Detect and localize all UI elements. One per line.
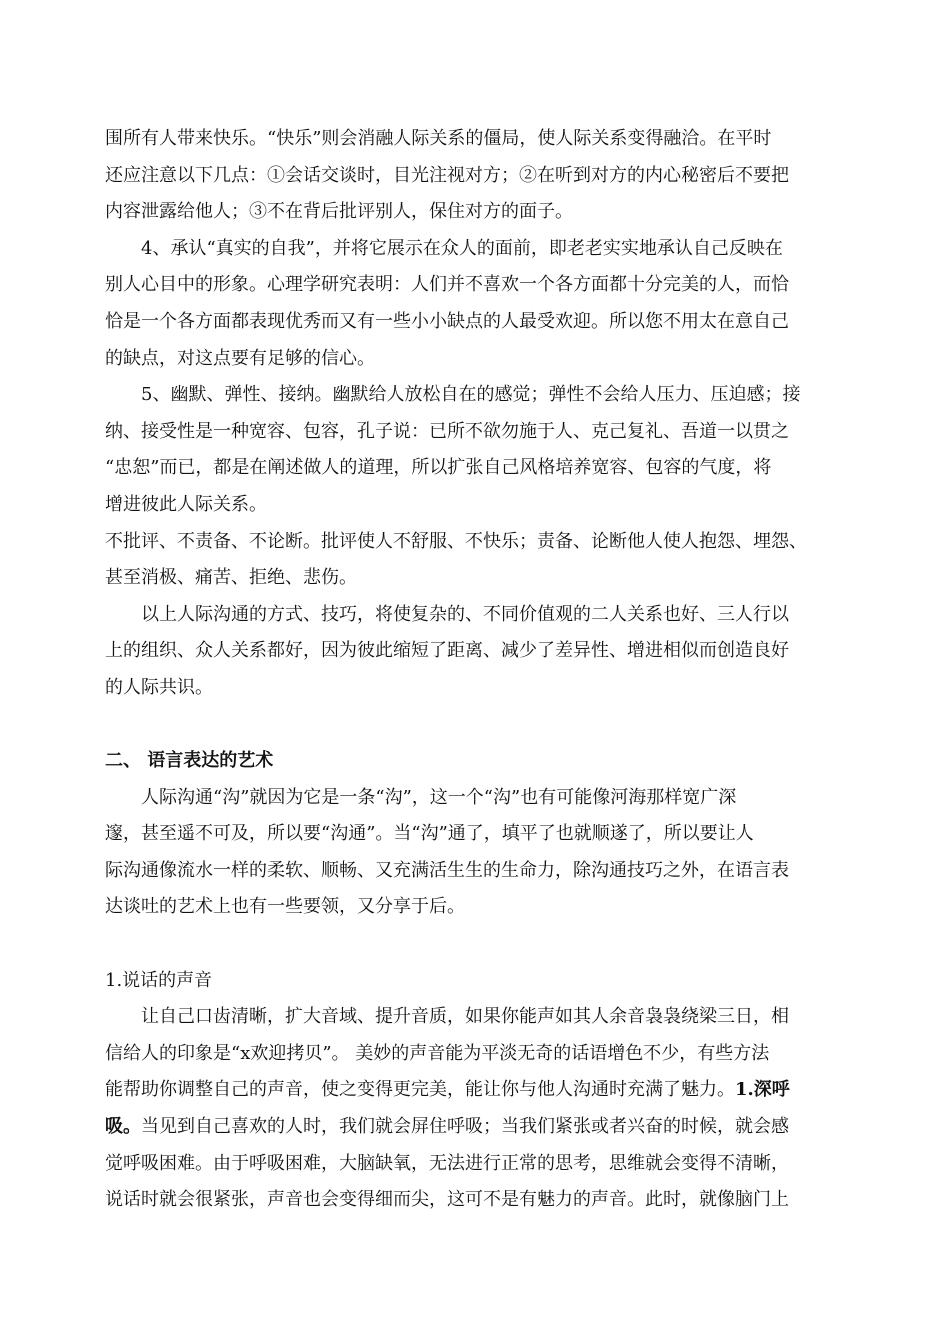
text-line: 的缺点，对这点要有足够的信心。 [105, 347, 375, 369]
text-line: 际沟通像流水一样的柔软、顺畅、又充满活生生的生命力，除沟通技巧之外，在语言表 [105, 859, 789, 881]
text-line: “忠恕”而已，都是在阐述做人的道理，所以扩张自己风格培养宽容、包容的气度，将 [105, 457, 772, 479]
text-line: 恰是一个各方面都表现优秀而又有一些小小缺点的人最受欢迎。所以您不用太在意自己 [105, 310, 789, 332]
text-line: 甚至消极、痛苦、拒绝、悲伤。 [105, 567, 357, 589]
text-line: 说话时就会很紧张，声音也会变得细而尖，这可不是有魅力的声音。此时，就像脑门上 [105, 1189, 789, 1211]
text-segment: 当见到自己喜欢的人时，我们就会屏住呼吸；当我们紧张或者兴奋的时候，就会感 [141, 1116, 789, 1138]
bold-term: 1.深呼 [735, 1079, 790, 1101]
text-line: 不批评、不责备、不论断。批评使人不舒服、不快乐；责备、论断他人使人抱怨、埋怨、 [105, 530, 807, 552]
text-segment: 能帮助你调整自己的声音，使之变得更完美，能让你与他人沟通时充满了魅力。 [105, 1079, 735, 1101]
text-line: 人际沟通“沟”就因为它是一条“沟”，这一个“沟”也有可能像河海那样宽广深 [141, 786, 737, 808]
bold-term: 吸。 [105, 1116, 141, 1138]
blank-line [105, 926, 850, 963]
text-line: 增进彼此人际关系。 [105, 493, 267, 515]
text-line: 4、承认“真实的自我”，并将它展示在众人的面前，即老老实实地承认自己反映在 [141, 237, 783, 259]
text-line [105, 1109, 850, 1146]
text-line: 觉呼吸困难。由于呼吸困难，大脑缺氧，无法进行正常的思考，思维就会变得不清晰， [105, 1152, 789, 1174]
text-line [105, 1072, 850, 1109]
text-line: 以上人际沟通的方式、技巧，将使复杂的、不同价值观的二人关系也好、三人行以 [141, 603, 789, 625]
text-line: 信给人的印象是“x欢迎拷贝”。 美妙的声音能为平淡无奇的话语增色不少，有些方法 [105, 1042, 770, 1064]
text-line: 让自己口齿清晰，扩大音域、提升音质，如果你能声如其人余音袅袅绕梁三日，相 [141, 1006, 789, 1028]
text-line: 邃，甚至遥不可及，所以要“沟通”。当“沟”通了，填平了也就顺遂了，所以要让人 [105, 823, 754, 845]
blank-line [105, 707, 850, 744]
document-body [105, 121, 850, 1219]
text-line: 别人心目中的形象。心理学研究表明：人们并不喜欢一个各方面都十分完美的人，而恰 [105, 274, 789, 296]
text-line: 的人际共识。 [105, 676, 213, 698]
subsection-heading: 1.说话的声音 [105, 969, 213, 991]
text-line: 达谈吐的艺术上也有一些要领，又分享于后。 [105, 896, 465, 918]
text-line: 上的组织、众人关系都好，因为彼此缩短了距离、减少了差异性、增进相似而创造良好 [105, 640, 789, 662]
text-line: 内容泄露给他人；③不在背后批评别人，保住对方的面子。 [105, 201, 573, 223]
text-line: 5、幽默、弹性、接纳。幽默给人放松自在的感觉；弹性不会给人压力、压迫感；接 [141, 384, 801, 406]
section-heading: 二、 语言表达的艺术 [105, 750, 274, 772]
text-line: 还应注意以下几点：①会话交谈时，目光注视对方；②在听到对方的内心秘密后不要把 [105, 164, 789, 186]
text-line: 围所有人带来快乐。“快乐”则会消融人际关系的僵局，使人际关系变得融洽。在平时 [105, 128, 772, 149]
text-line: 纳、接受性是一种宽容、包容，孔子说：已所不欲勿施于人、克己复礼、吾道一以贯之 [105, 420, 789, 442]
